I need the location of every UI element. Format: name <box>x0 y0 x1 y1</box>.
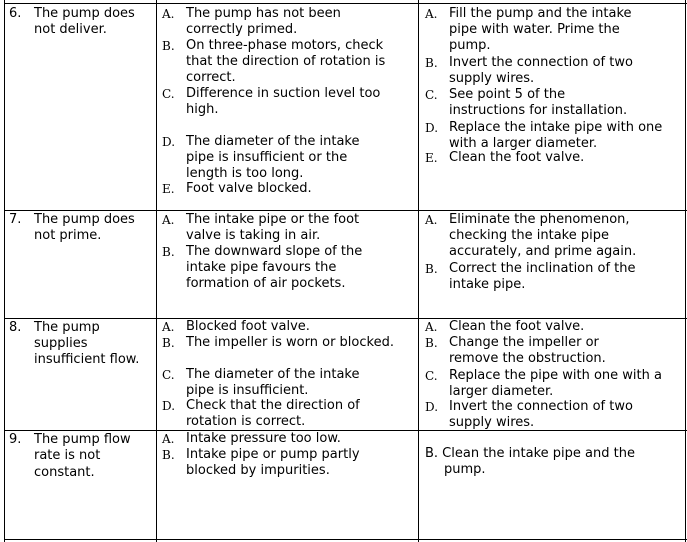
cause-letter: A. <box>162 320 175 334</box>
remedy-letter: C. <box>425 88 438 102</box>
remedy-text: checking the intake pipe <box>449 228 609 243</box>
problem-text: insufficient flow. <box>34 352 140 367</box>
row-divider <box>4 430 687 431</box>
remedy-text: supply wires. <box>449 71 535 86</box>
remedy-letter: C. <box>425 369 438 383</box>
remedy-letter: B. <box>425 262 438 276</box>
problem-text: The pump flow <box>34 432 131 447</box>
cause-letter: B. <box>162 448 175 462</box>
remedy-text: Clean the foot valve. <box>449 319 585 334</box>
cause-text: On three-phase motors, check <box>186 38 384 53</box>
cause-letter: A. <box>162 213 175 227</box>
cause-text: The diameter of the intake <box>186 367 360 382</box>
cause-letter: B. <box>162 39 175 53</box>
remedy-text: Eliminate the phenomenon, <box>449 212 630 227</box>
remedy-text: Replace the pipe with one with a <box>449 368 662 383</box>
cause-letter: B. <box>162 336 175 350</box>
remedy-text: Invert the connection of two <box>449 55 633 70</box>
cause-text: The intake pipe or the foot <box>186 212 360 227</box>
cause-text: pipe is insufficient or the <box>186 150 348 165</box>
cause-text: length is too long. <box>186 166 304 181</box>
table-border-right <box>685 0 686 542</box>
row-number: 9. <box>9 432 22 447</box>
problem-text: not prime. <box>34 228 102 243</box>
remedy-letter: E. <box>425 151 438 165</box>
problem-text: supplies <box>34 336 88 351</box>
cause-text: Intake pressure too low. <box>186 431 341 446</box>
remedy-text: accurately, and prime again. <box>449 244 637 259</box>
row-number: 7. <box>9 212 22 227</box>
cause-text: The downward slope of the <box>186 244 363 259</box>
cause-text: rotation is correct. <box>186 414 306 429</box>
cause-text: Blocked foot valve. <box>186 319 310 334</box>
cause-text: that the direction of rotation is <box>186 54 386 69</box>
cause-text: formation of air pockets. <box>186 276 346 291</box>
cause-text: correct. <box>186 70 236 85</box>
problem-text: The pump does <box>34 212 135 227</box>
cause-text: intake pipe favours the <box>186 260 337 275</box>
problem-text: not deliver. <box>34 22 107 37</box>
cause-text: valve is taking in air. <box>186 228 321 243</box>
cause-letter: E. <box>162 182 175 196</box>
row-divider <box>4 210 687 211</box>
remedy-text: larger diameter. <box>449 384 554 399</box>
remedy-text: Change the impeller or <box>449 335 599 350</box>
problem-text: The pump <box>34 320 100 335</box>
problem-text: rate is not <box>34 448 101 463</box>
cause-letter: B. <box>162 245 175 259</box>
cause-text: Check that the direction of <box>186 398 360 413</box>
row-divider <box>4 539 687 540</box>
remedy-text: pipe with water. Prime the <box>449 22 620 37</box>
cause-text: high. <box>186 102 219 117</box>
cause-text: Foot valve blocked. <box>186 181 312 196</box>
remedy-letter: D. <box>425 400 439 414</box>
remedy-text: Fill the pump and the intake <box>449 6 632 21</box>
remedy-text: instructions for installation. <box>449 103 628 118</box>
remedy-text: with a larger diameter. <box>449 136 598 151</box>
cause-text: pipe is insufficient. <box>186 383 309 398</box>
remedy-letter: A. <box>425 213 438 227</box>
remedy-letter: A. <box>425 320 438 334</box>
cause-letter: D. <box>162 399 176 413</box>
remedy-letter: D. <box>425 121 439 135</box>
remedy-text: Clean the foot valve. <box>449 150 585 165</box>
column-divider <box>418 0 419 542</box>
remedy-letter: B. <box>425 56 438 70</box>
column-divider <box>156 0 157 542</box>
remedy-text: Replace the intake pipe with one <box>449 120 663 135</box>
remedy-text: pump. <box>449 38 491 53</box>
cause-text: The diameter of the intake <box>186 134 360 149</box>
remedy-text: remove the obstruction. <box>449 351 606 366</box>
problem-text: The pump does <box>34 6 135 21</box>
cause-letter: C. <box>162 87 175 101</box>
cause-text: The impeller is worn or blocked. <box>186 335 394 350</box>
remedy-text: Invert the connection of two <box>449 399 633 414</box>
cause-text: Intake pipe or pump partly <box>186 447 360 462</box>
cause-text: blocked by impurities. <box>186 463 330 478</box>
remedy-letter: B. <box>425 336 438 350</box>
remedy-letter: A. <box>425 7 438 21</box>
cause-letter: A. <box>162 7 175 21</box>
remedy-text: pump. <box>444 462 486 477</box>
remedy-text: B. Clean the intake pipe and the <box>425 446 635 461</box>
row-number: 6. <box>9 6 22 21</box>
cause-text: Difference in suction level too <box>186 86 381 101</box>
remedy-text: Correct the inclination of the <box>449 261 636 276</box>
cause-letter: D. <box>162 135 176 149</box>
remedy-text: supply wires. <box>449 415 535 430</box>
row-divider <box>4 318 687 319</box>
cause-letter: A. <box>162 432 175 446</box>
problem-text: constant. <box>34 465 95 480</box>
cause-letter: C. <box>162 368 175 382</box>
row-number: 8. <box>9 320 22 335</box>
table-border-left <box>4 0 5 542</box>
remedy-text: intake pipe. <box>449 277 526 292</box>
remedy-text: See point 5 of the <box>449 87 566 102</box>
row-divider <box>4 3 687 4</box>
cause-text: correctly primed. <box>186 22 298 37</box>
cause-text: The pump has not been <box>186 6 341 21</box>
